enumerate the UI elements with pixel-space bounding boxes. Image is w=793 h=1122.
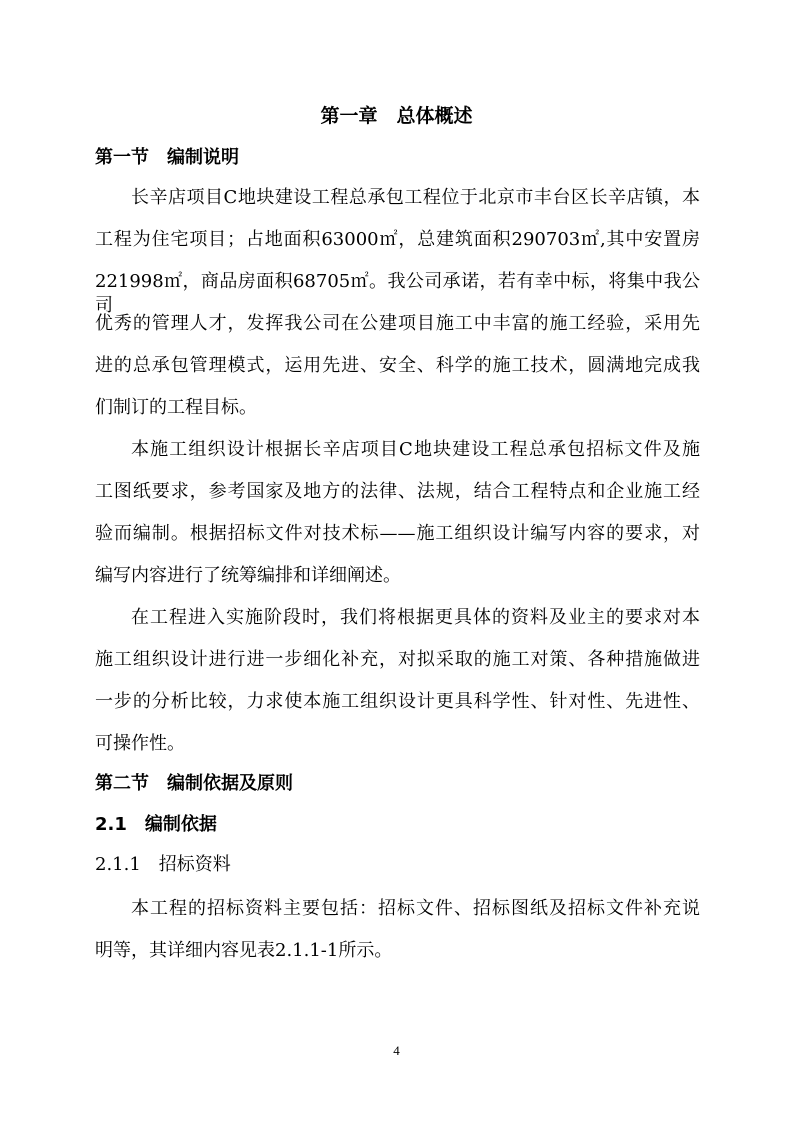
- section-heading-1: 第一节 编制说明: [95, 147, 239, 168]
- paragraph-line: 可操作性。: [95, 733, 185, 754]
- chapter-title: 第一章 总体概述: [320, 105, 473, 127]
- paragraph-line: 在工程进入实施阶段时，我们将根据更具体的资料及业主的要求对本: [131, 607, 700, 628]
- paragraph-line: 们制订的工程目标。: [95, 397, 257, 418]
- paragraph-line: 一步的分析比较，力求使本施工组织设计更具科学性、针对性、先进性、: [95, 691, 700, 712]
- subsection-heading-2-1: 2.1 编制依据: [95, 814, 217, 835]
- paragraph-line: 施工组织设计进行进一步细化补充，对拟采取的施工对策、各种措施做进: [95, 649, 700, 670]
- paragraph-line: 221998㎡，商品房面积68705㎡。我公司承诺，若有幸中标，将集中我公司: [95, 271, 700, 316]
- paragraph-line: 本施工组织设计根据长辛店项目C地块建设工程总承包招标文件及施: [131, 439, 700, 460]
- paragraph-line: 进的总承包管理模式，运用先进、安全、科学的施工技术，圆满地完成我: [95, 355, 700, 376]
- paragraph-line: 编写内容进行了统筹编排和详细阐述。: [95, 565, 401, 586]
- paragraph-line: 本工程的招标资料主要包括：招标文件、招标图纸及招标文件补充说: [131, 898, 700, 919]
- paragraph-line: 验而编制。根据招标文件对技术标——施工组织设计编写内容的要求，对: [95, 523, 700, 544]
- paragraph-line: 工程为住宅项目；占地面积63000㎡，总建筑面积290703㎡,其中安置房: [95, 229, 700, 250]
- paragraph-line: 优秀的管理人才，发挥我公司在公建项目施工中丰富的施工经验，采用先: [95, 313, 700, 334]
- subsection-heading-2-1-1: 2.1.1 招标资料: [95, 854, 231, 875]
- section-heading-2: 第二节 编制依据及原则: [95, 773, 293, 794]
- paragraph-line: 长辛店项目C地块建设工程总承包工程位于北京市丰台区长辛店镇，本: [131, 187, 700, 208]
- page-number: 4: [393, 1043, 400, 1058]
- paragraph-line: 工图纸要求，参考国家及地方的法律、法规，结合工程特点和企业施工经: [95, 481, 700, 502]
- paragraph-line: 明等，其详细内容见表2.1.1-1所示。: [95, 940, 393, 961]
